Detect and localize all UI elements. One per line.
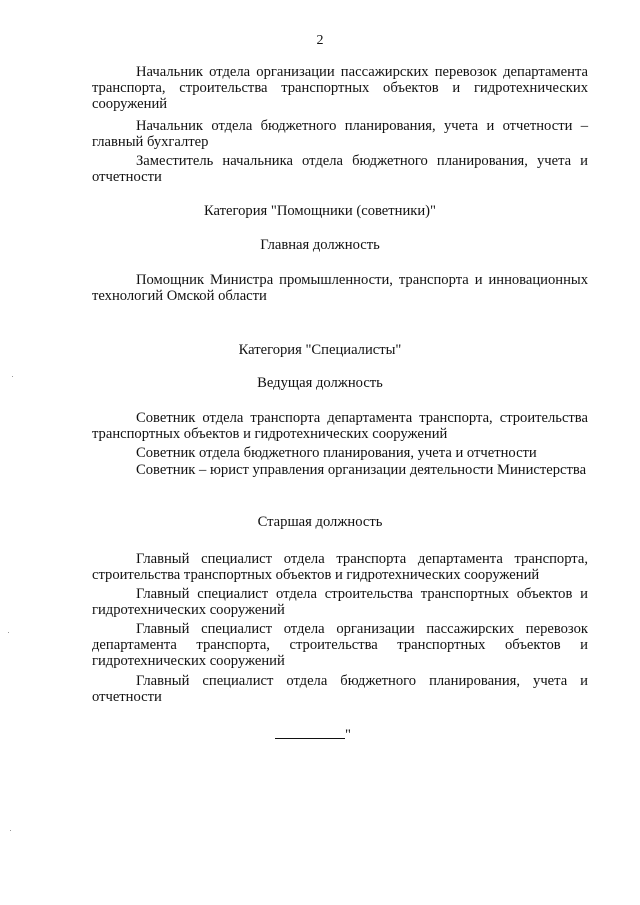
position-chief-specialist-construction: Главный специалист отдела строительства транспортных объектов и гидротехнических сооружений [92,586,588,618]
scan-speck [8,632,9,633]
leading-position-heading: Ведущая должность [257,375,383,391]
category-assistants-heading: Категория "Помощники (советники)" [204,203,436,219]
position-minister-assistant: Помощник Министра промышленности, транспорта и инновационных технологий Омской области [92,272,588,304]
main-position-heading: Главная должность [260,237,380,253]
position-advisor-budget: Советник отдела бюджетного планирования, учета и отчетности [136,445,537,461]
closing-mark [275,727,351,743]
position-chief-specialist-budget: Главный специалист отдела бюджетного планирования, учета и отчетности [92,673,588,705]
position-chief-specialist-transport: Главный специалист отдела транспорта департамента транспорта, строительства транспортных объектов и гидротехнических сооружений [92,551,588,583]
closing-underline [275,738,345,739]
position-head-passenger-transport: Начальник отдела организации пассажирских перевозок департамента транспорта, строительства транспортных объектов и гидротехнических сооружений [92,64,588,112]
scan-speck [10,830,11,831]
position-head-budget-chief-accountant: Начальник отдела бюджетного планирования, учета и отчетности – главный бухгалтер [92,118,588,150]
scan-speck [12,376,13,377]
category-specialists-heading: Категория "Специалисты" [238,342,402,358]
position-advisor-transport: Советник отдела транспорта департамента транспорта, строительства транспортных объектов и гидротехнических сооружений [92,410,588,442]
position-advisor-lawyer: Советник – юрист управления организации деятельности Министерства [136,462,587,478]
position-chief-specialist-passenger: Главный специалист отдела организации пассажирских перевозок департамента транспорта, строительства транспортных объектов и гидротехнических сооружений [92,621,588,669]
page-number: 2 [316,33,324,48]
closing-quote: " [345,727,351,743]
senior-position-heading: Старшая должность [257,514,383,530]
position-deputy-head-budget: Заместитель начальника отдела бюджетного планирования, учета и отчетности [92,153,588,185]
